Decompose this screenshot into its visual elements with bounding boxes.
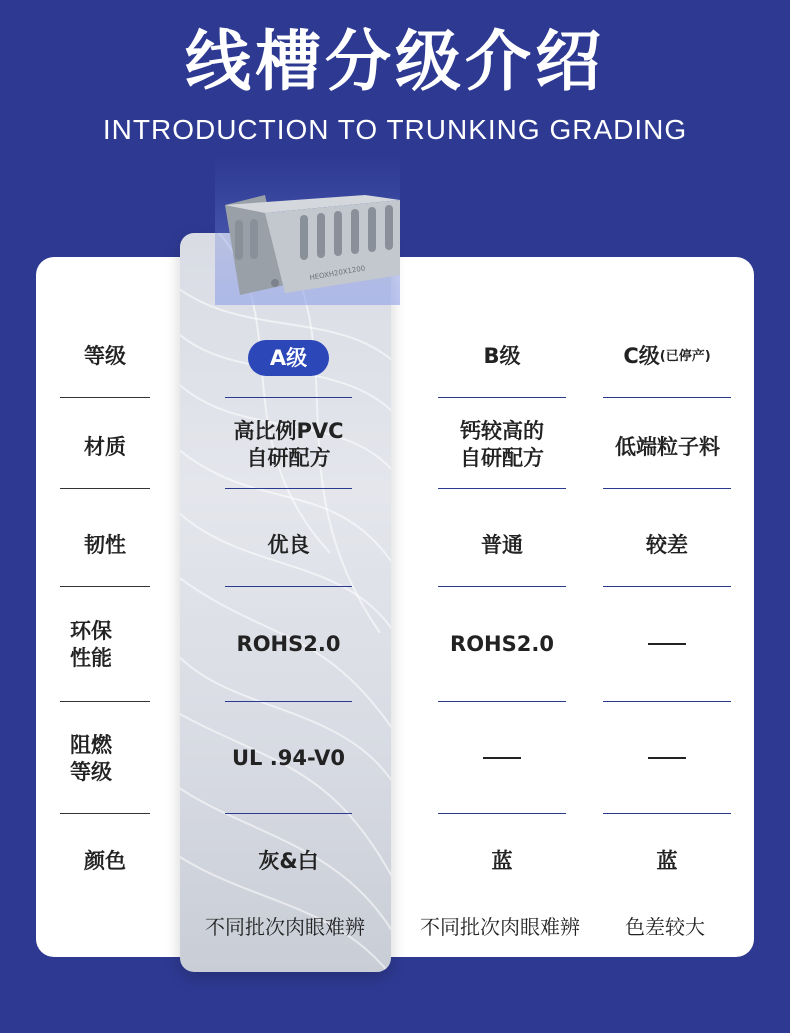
row-label-flame-line1: 阻燃 <box>70 733 112 757</box>
row-label-environmental <box>55 615 150 675</box>
grade-c-label: C级 <box>623 343 660 368</box>
toughness-b: 普通 <box>481 532 523 557</box>
flame-b <box>438 738 566 778</box>
divider <box>60 586 150 587</box>
divider <box>603 488 731 489</box>
color-a: 灰&白 <box>258 848 319 873</box>
material-b <box>420 415 584 475</box>
row-label-toughness: 韧性 <box>84 532 126 557</box>
divider <box>225 397 352 398</box>
color-c: 蓝 <box>656 848 678 873</box>
divider <box>225 701 352 702</box>
divider <box>225 586 352 587</box>
row-label-material: 材质 <box>84 434 126 459</box>
grade-c-note: (已停产) <box>659 348 711 364</box>
material-a <box>205 415 372 475</box>
divider <box>603 586 731 587</box>
divider <box>438 586 566 587</box>
environmental-b: ROHS2.0 <box>450 631 554 656</box>
row-label-environmental-line2: 性能 <box>70 646 112 670</box>
divider <box>225 488 352 489</box>
color-b: 蓝 <box>491 848 513 873</box>
toughness-c: 较差 <box>646 532 688 557</box>
material-a-line1: 高比例PVC <box>233 419 344 443</box>
footnote-b: 不同批次肉眼难辨 <box>420 915 580 939</box>
dash-mark <box>648 757 686 759</box>
row-label-grade: 等级 <box>84 343 126 368</box>
divider <box>225 813 352 814</box>
flame-c <box>603 738 731 778</box>
toughness-a: 优良 <box>267 532 310 557</box>
divider <box>603 397 731 398</box>
flame-a: UL .94-V0 <box>232 745 345 770</box>
divider <box>60 488 150 489</box>
row-label-environmental-line1: 环保 <box>70 619 112 643</box>
divider <box>438 488 566 489</box>
divider <box>60 701 150 702</box>
page-subtitle: INTRODUCTION TO TRUNKING GRADING <box>102 114 688 145</box>
footnote-c: 色差较大 <box>625 915 705 939</box>
dash-mark <box>483 757 521 759</box>
product-print-text: HEOXH20X1200 <box>308 264 366 282</box>
page-title: 线槽分级介绍 <box>185 23 605 100</box>
grade-b-header: B级 <box>483 343 521 368</box>
divider <box>603 813 731 814</box>
row-label-flame <box>55 729 150 789</box>
environmental-c <box>603 624 731 664</box>
grade-c-header <box>603 336 731 376</box>
row-label-flame-line2: 等级 <box>70 760 112 784</box>
material-c: 低端粒子料 <box>615 434 720 459</box>
divider <box>438 397 566 398</box>
trunking-duct-icon <box>215 155 400 305</box>
divider <box>603 701 731 702</box>
environmental-a: ROHS2.0 <box>236 631 341 656</box>
divider <box>438 701 566 702</box>
dash-mark <box>648 643 686 645</box>
material-a-line2: 自研配方 <box>246 446 331 470</box>
divider <box>60 813 150 814</box>
grade-a-badge-wrap <box>225 338 352 378</box>
grade-a-badge: A级 <box>248 340 329 376</box>
material-b-line2: 自研配方 <box>460 446 544 470</box>
divider <box>438 813 566 814</box>
material-b-line1: 钙较高的 <box>460 419 544 443</box>
row-label-color: 颜色 <box>84 848 126 873</box>
divider <box>60 397 150 398</box>
footnote-a: 不同批次肉眼难辨 <box>205 915 365 939</box>
